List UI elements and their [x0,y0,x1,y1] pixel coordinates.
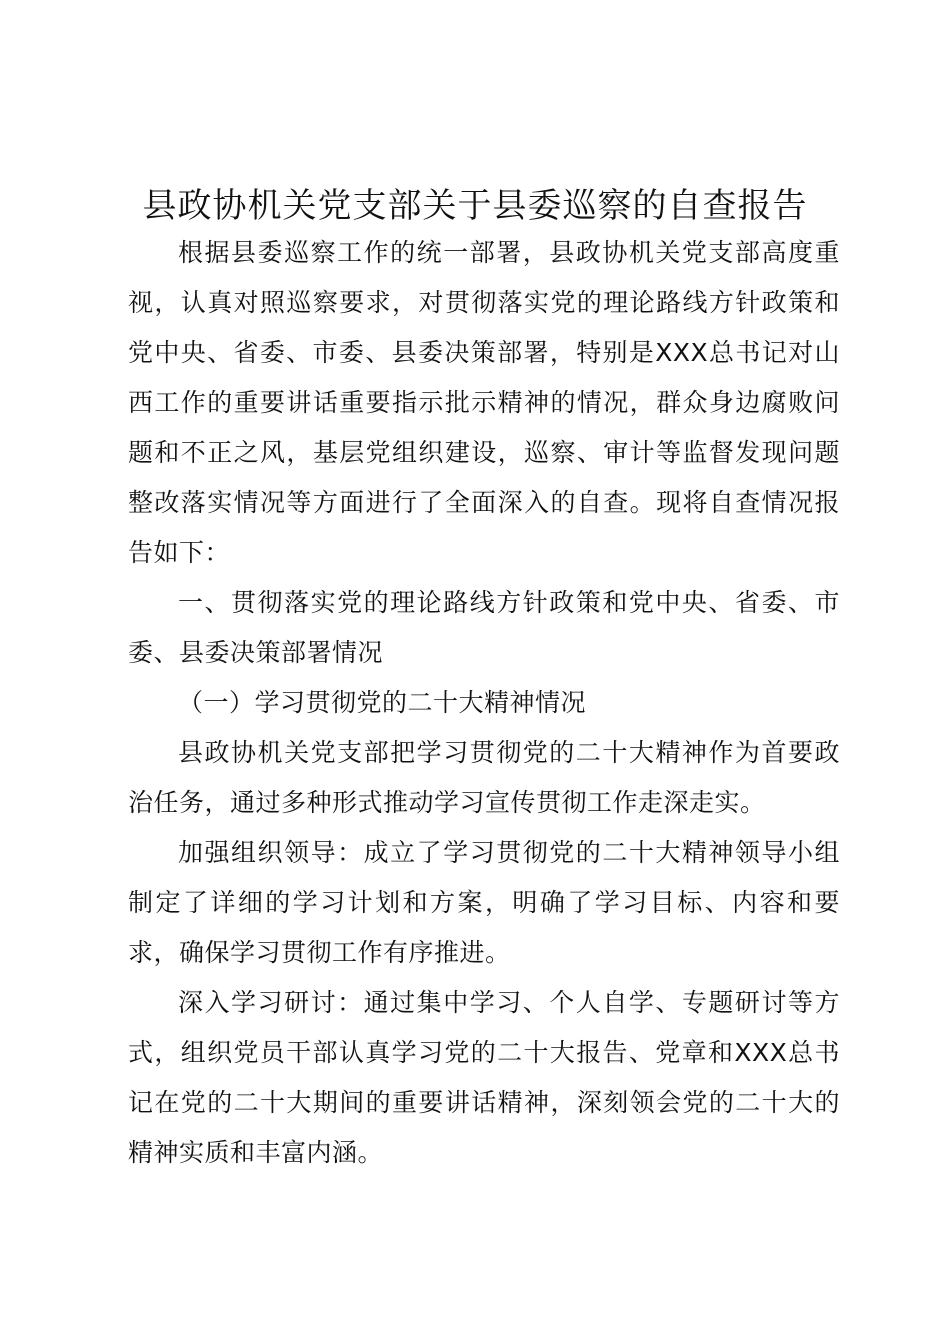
section-heading-1: 一、贯彻落实党的理论路线方针政策和党中央、省委、市委、县委决策部署情况 [128,588,840,667]
paragraph-organization: 加强组织领导：成立了学习贯彻党的二十大精神领导小组制定了详细的学习计划和方案，明确了学习目标、内容和要求，确保学习贯彻工作有序推进。 [128,838,840,967]
paragraph-study-task: 县政协机关党支部把学习贯彻党的二十大精神作为首要政治任务，通过多种形式推动学习宣传贯彻工作走深走实。 [128,738,840,817]
subsection-heading-1: （一）学习贯彻党的二十大精神情况 [178,688,587,717]
paragraph-study-research: 深入学习研讨：通过集中学习、个人自学、专题研讨等方式，组织党员干部认真学习党的二十大报告、党章和XXX总书记在党的二十大期间的重要讲话精神，深刻领会党的二十大的精神实质和丰富内涵。 [128,988,840,1167]
document-body [128,228,840,1178]
paragraph-intro: 根据县委巡察工作的统一部署，县政协机关党支部高度重视，认真对照巡察要求，对贯彻落实党的理论路线方针政策和党中央、省委、市委、县委决策部署，特别是XXX总书记对山西工作的重要讲话重要指示批示精神的情况，群众身边腐败问题和不正之风，基层党组织建设，巡察、审计等监督发现问题整改落实情况等方面进行了全面深入的自查。现将自查情况报告如下： [128,238,840,567]
document-title: 县政协机关党支部关于县委巡察的自查报告 [142,186,808,226]
